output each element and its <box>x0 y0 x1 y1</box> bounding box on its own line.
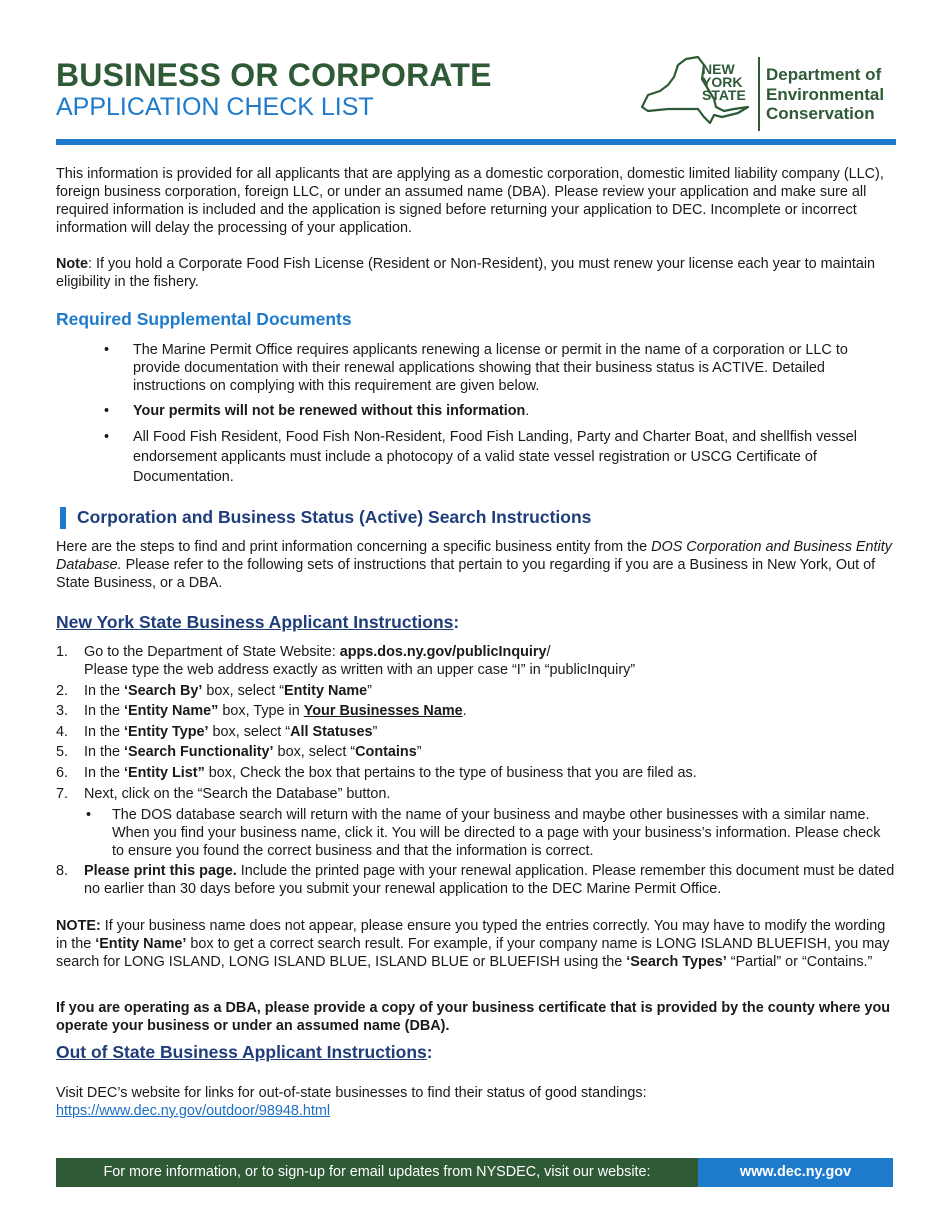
list-item: 1. Go to the Department of State Website: apps.dos.ny.gov/publicInquiry/ Please type the web address exactly as written with an upper case “I” in “publicInquiry” <box>56 644 636 678</box>
search-instructions-heading: Corporation and Business Status (Active) Search Instructions <box>77 507 592 527</box>
list-item: • The Marine Permit Office requires applicants renewing a license or permit in the name of a corporation or LLC to provide documentation with their renewal applications showing that their business status is ACTIVE. Detailed instructions on complying with this requirement are given below. <box>104 342 848 394</box>
out-of-state-link[interactable]: https://www.dec.ny.gov/outdoor/98948.html <box>56 1103 331 1119</box>
list-item: 3. In the ‘Entity Name” box, Type in Your Businesses Name. <box>56 703 467 720</box>
document-subtitle: APPLICATION CHECK LIST <box>56 93 374 121</box>
supplemental-heading: Required Supplemental Documents <box>56 309 352 329</box>
out-of-state-heading: Out of State Business Applicant Instructions: <box>56 1042 433 1062</box>
supplemental-list <box>104 341 894 487</box>
document-title: BUSINESS OR CORPORATE <box>56 57 492 93</box>
intro-paragraph: This information is provided for all applicants that are applying as a domestic corporation, domestic limited liability company (LLC), foreign business corporation, foreign LLC, or under an assumed name (DBA). Please review your application and make sure all required information is included and the application is signed before returning your application to DEC. Incomplete or incorrect information will delay the processing of your application. <box>56 166 884 236</box>
intro-note: Note: If you hold a Corporate Food Fish License (Resident or Non-Resident), you must renew your license each year to maintain eligibility in the fishery. <box>56 256 876 290</box>
logo-department-text: Department of Environmental Conservation <box>766 65 885 123</box>
sub-list-item: • The DOS database search will return with the name of your business and maybe other businesses with a similar name. When you find your business name, click it. You will be directed to a page with your business’s information. Please check to ensure you found the correct business and that the information is correct. <box>86 806 881 859</box>
list-item: • All Food Fish Resident, Food Fish Non-Resident, Food Fish Landing, Party and Charter Boat, and shellfish vessel endorsement applicants must include a photocopy of a valid state vessel registration or USCG Certificate of Documentation. <box>104 429 857 485</box>
list-item: 7. Next, click on the “Search the Database” button. • The DOS database search will return with the name of your business and maybe other businesses with a similar name. When you find your business name, click it. You will be directed to a page with your business’s information. Please check to ensure you found the correct business and that the information is correct. <box>56 785 896 860</box>
list-item: 6. In the ‘Entity List” box, Check the box that pertains to the type of business that you are filed as. <box>56 764 697 781</box>
list-item: 4. In the ‘Entity Type’ box, select “All Statuses” <box>56 723 378 740</box>
nys-note-paragraph: NOTE: If your business name does not appear, please ensure you typed the entries correctly. You may have to modify the wording in the ‘Entity Name’ box to get a correct search result. For example, if your company name is LONG ISLAND BLUEFISH, you may search for LONG ISLAND, LONG ISLAND BLUE, ISLAND BLUE or BLUEFISH using the ‘Search Types’ “Partial” or “Contains.” <box>56 918 890 970</box>
header-divider-bar <box>56 139 896 145</box>
nys-steps-list <box>56 643 896 901</box>
footer-website-link[interactable]: www.dec.ny.gov <box>698 1158 893 1187</box>
list-item: 5. In the ‘Search Functionality’ box, select “Contains” <box>56 744 422 761</box>
footer-info-text: For more information, or to sign-up for email updates from NYSDEC, visit our website: <box>56 1158 698 1187</box>
out-of-state-paragraph: Visit DEC’s website for links for out-of-state businesses to find their status of good standings: https://www.dec.ny.gov/outdoor/98948.html <box>56 1085 647 1119</box>
list-item: 8. Please print this page. Include the printed page with your renewal application. Please remember this document must be dated no earlier than 30 days before you submit your renewal application to the DEC Marine Permit Office. <box>56 863 895 898</box>
nys-instructions-heading: New York State Business Applicant Instructions: <box>56 612 460 632</box>
document-header <box>56 58 492 122</box>
list-item: • Your permits will not be renewed without this information. <box>104 403 530 419</box>
dba-paragraph: If you are operating as a DBA, please provide a copy of your business certificate that is provided by the county where you operate your business or under an assumed name (DBA). <box>56 1000 891 1034</box>
list-item: 2. In the ‘Search By’ box, select “Entity Name” <box>56 682 372 699</box>
logo-state-text: NEW YORK STATE <box>702 61 746 103</box>
logo-divider <box>758 57 760 131</box>
nysdec-logo <box>638 55 898 133</box>
search-intro-paragraph: Here are the steps to find and print information concerning a specific business entity from the DOS Corporation and Business Entity Database. Please refer to the following sets of instructions that pertain to you regarding if you are a Business in New York, Out of State Business, or a DBA. <box>56 539 892 591</box>
section-accent-bar <box>60 507 66 529</box>
footer-banner <box>56 1158 893 1187</box>
